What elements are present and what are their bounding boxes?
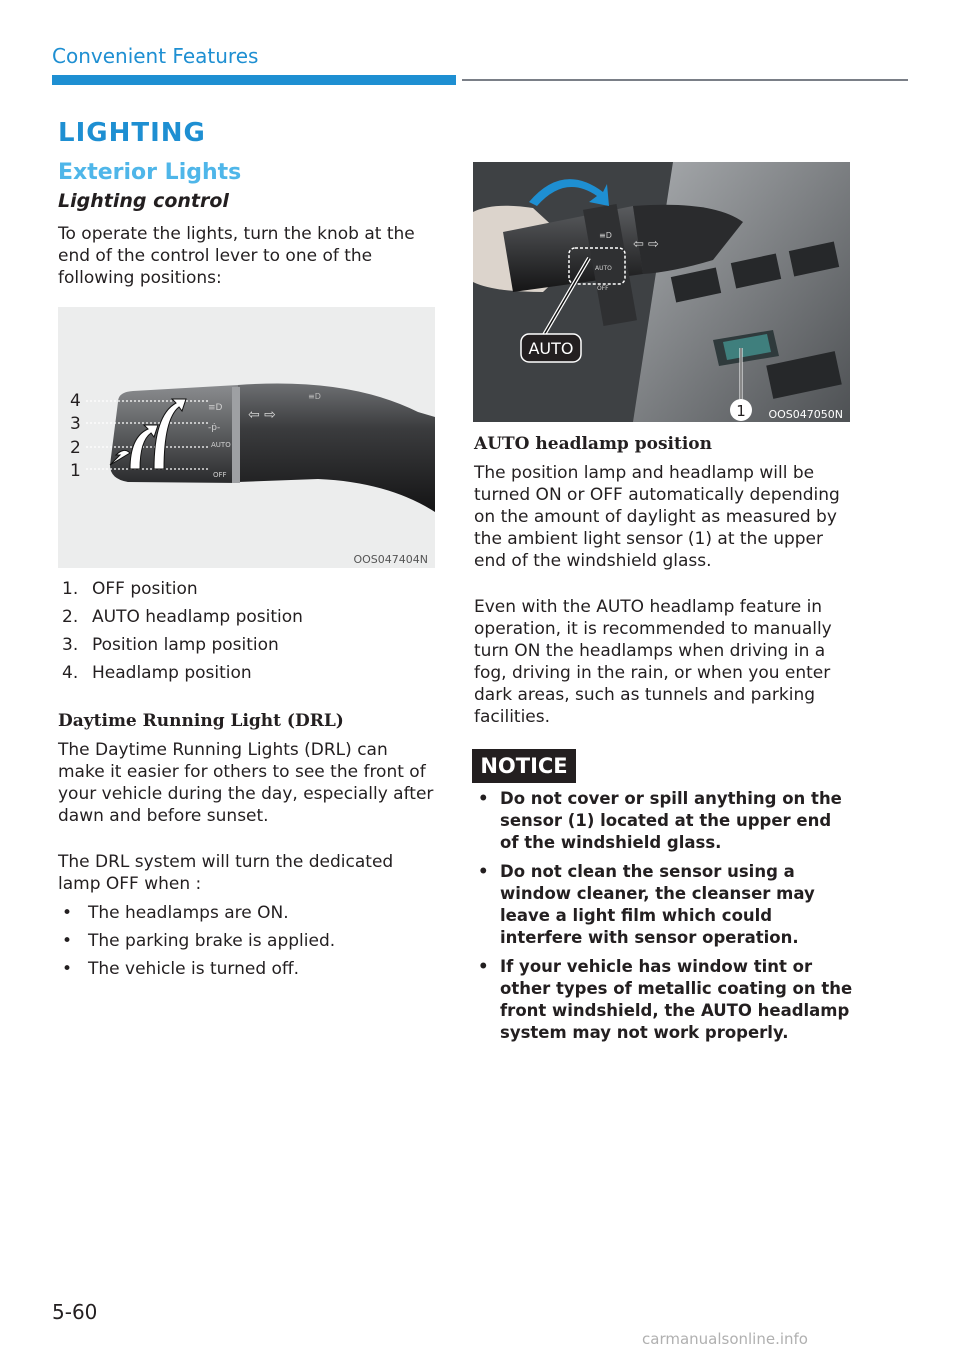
auto-heading: AUTO headlamp position	[474, 434, 712, 454]
subsubsection-title: Lighting control	[58, 190, 229, 212]
list-item: • Do not clean the sensor using a window cleaner, the cleanser may leave a light film which could interfere with sensor operation.	[474, 861, 854, 949]
svg-text:AUTO: AUTO	[595, 265, 612, 272]
lever-label-4: 4	[70, 391, 81, 411]
notice-badge: NOTICE	[472, 749, 576, 783]
running-header: Convenient Features	[52, 44, 259, 68]
svg-text:≡D: ≡D	[208, 403, 223, 413]
figure-code: OOS047050N	[768, 408, 843, 421]
list-item: • The parking brake is applied.	[58, 930, 438, 958]
svg-text:⇦ ⇨: ⇦ ⇨	[633, 237, 659, 252]
subsection-title: Exterior Lights	[58, 160, 242, 185]
auto-paragraph-2: Even with the AUTO headlamp feature in operation, it is recommended to manually turn ON the headlamps when driving in a fog, driving in the rain, or when you enter dark areas, such as tunnels and parking facilities.	[474, 597, 832, 727]
svg-text:≡D: ≡D	[599, 231, 612, 240]
lever-label-2: 2	[70, 438, 81, 458]
svg-text:OFF: OFF	[213, 471, 227, 479]
positions-list	[62, 578, 442, 690]
auto-paragraph-1: The position lamp and headlamp will be turned ON or OFF automatically depending on the amount of daylight as measured by the ambient light sensor (1) at the upper end of the windshield glass.	[474, 463, 840, 571]
drl-paragraph-1: The Daytime Running Lights (DRL) can make it easier for others to see the front of your vehicle during the day, especially after dawn and before sunset.	[58, 740, 434, 826]
list-item: 2. AUTO headlamp position	[62, 607, 303, 627]
figure-auto-photo	[473, 162, 850, 422]
lever-label-3: 3	[70, 414, 81, 434]
lever-label-1: 1	[70, 461, 81, 481]
svg-text:≡D: ≡D	[308, 392, 321, 401]
list-item: • The headlamps are ON.	[58, 902, 438, 930]
svg-text:AUTO: AUTO	[211, 441, 231, 449]
notice-list	[474, 788, 854, 1051]
intro-paragraph: To operate the lights, turn the knob at the end of the control lever to one of the following positions:	[58, 224, 415, 288]
drl-heading: Daytime Running Light (DRL)	[58, 711, 344, 731]
list-item: • Do not cover or spill anything on the sensor (1) located at the upper end of the windshield glass.	[474, 788, 854, 854]
header-rule-gray	[462, 79, 908, 81]
svg-text:-ṗ-: -ṗ-	[208, 423, 221, 433]
list-item: 4. Headlamp position	[62, 663, 252, 683]
auto-callout: AUTO	[528, 339, 574, 358]
page-number: 5-60	[52, 1300, 98, 1324]
auto-illustration	[473, 162, 850, 422]
lever-illustration	[58, 307, 435, 568]
header-rule-blue	[52, 75, 456, 85]
drl-conditions-list	[58, 902, 438, 986]
list-item: 3. Position lamp position	[62, 635, 279, 655]
sensor-callout: 1	[736, 402, 746, 420]
drl-paragraph-2: The DRL system will turn the dedicated lamp OFF when :	[58, 852, 394, 894]
watermark: carmanualsonline.info	[642, 1330, 808, 1348]
list-item: • The vehicle is turned off.	[58, 958, 438, 986]
list-item: • If your vehicle has window tint or other types of metallic coating on the front windshield, the AUTO headlamp system may not work properly.	[474, 956, 854, 1044]
svg-text:⇦ ⇨: ⇦ ⇨	[248, 407, 276, 423]
figure-lighting-lever	[58, 307, 435, 568]
list-item: 1. OFF position	[62, 579, 198, 599]
svg-text:OFF: OFF	[597, 285, 609, 292]
section-title: LIGHTING	[58, 118, 206, 148]
figure-code: OOS047404N	[353, 553, 428, 566]
